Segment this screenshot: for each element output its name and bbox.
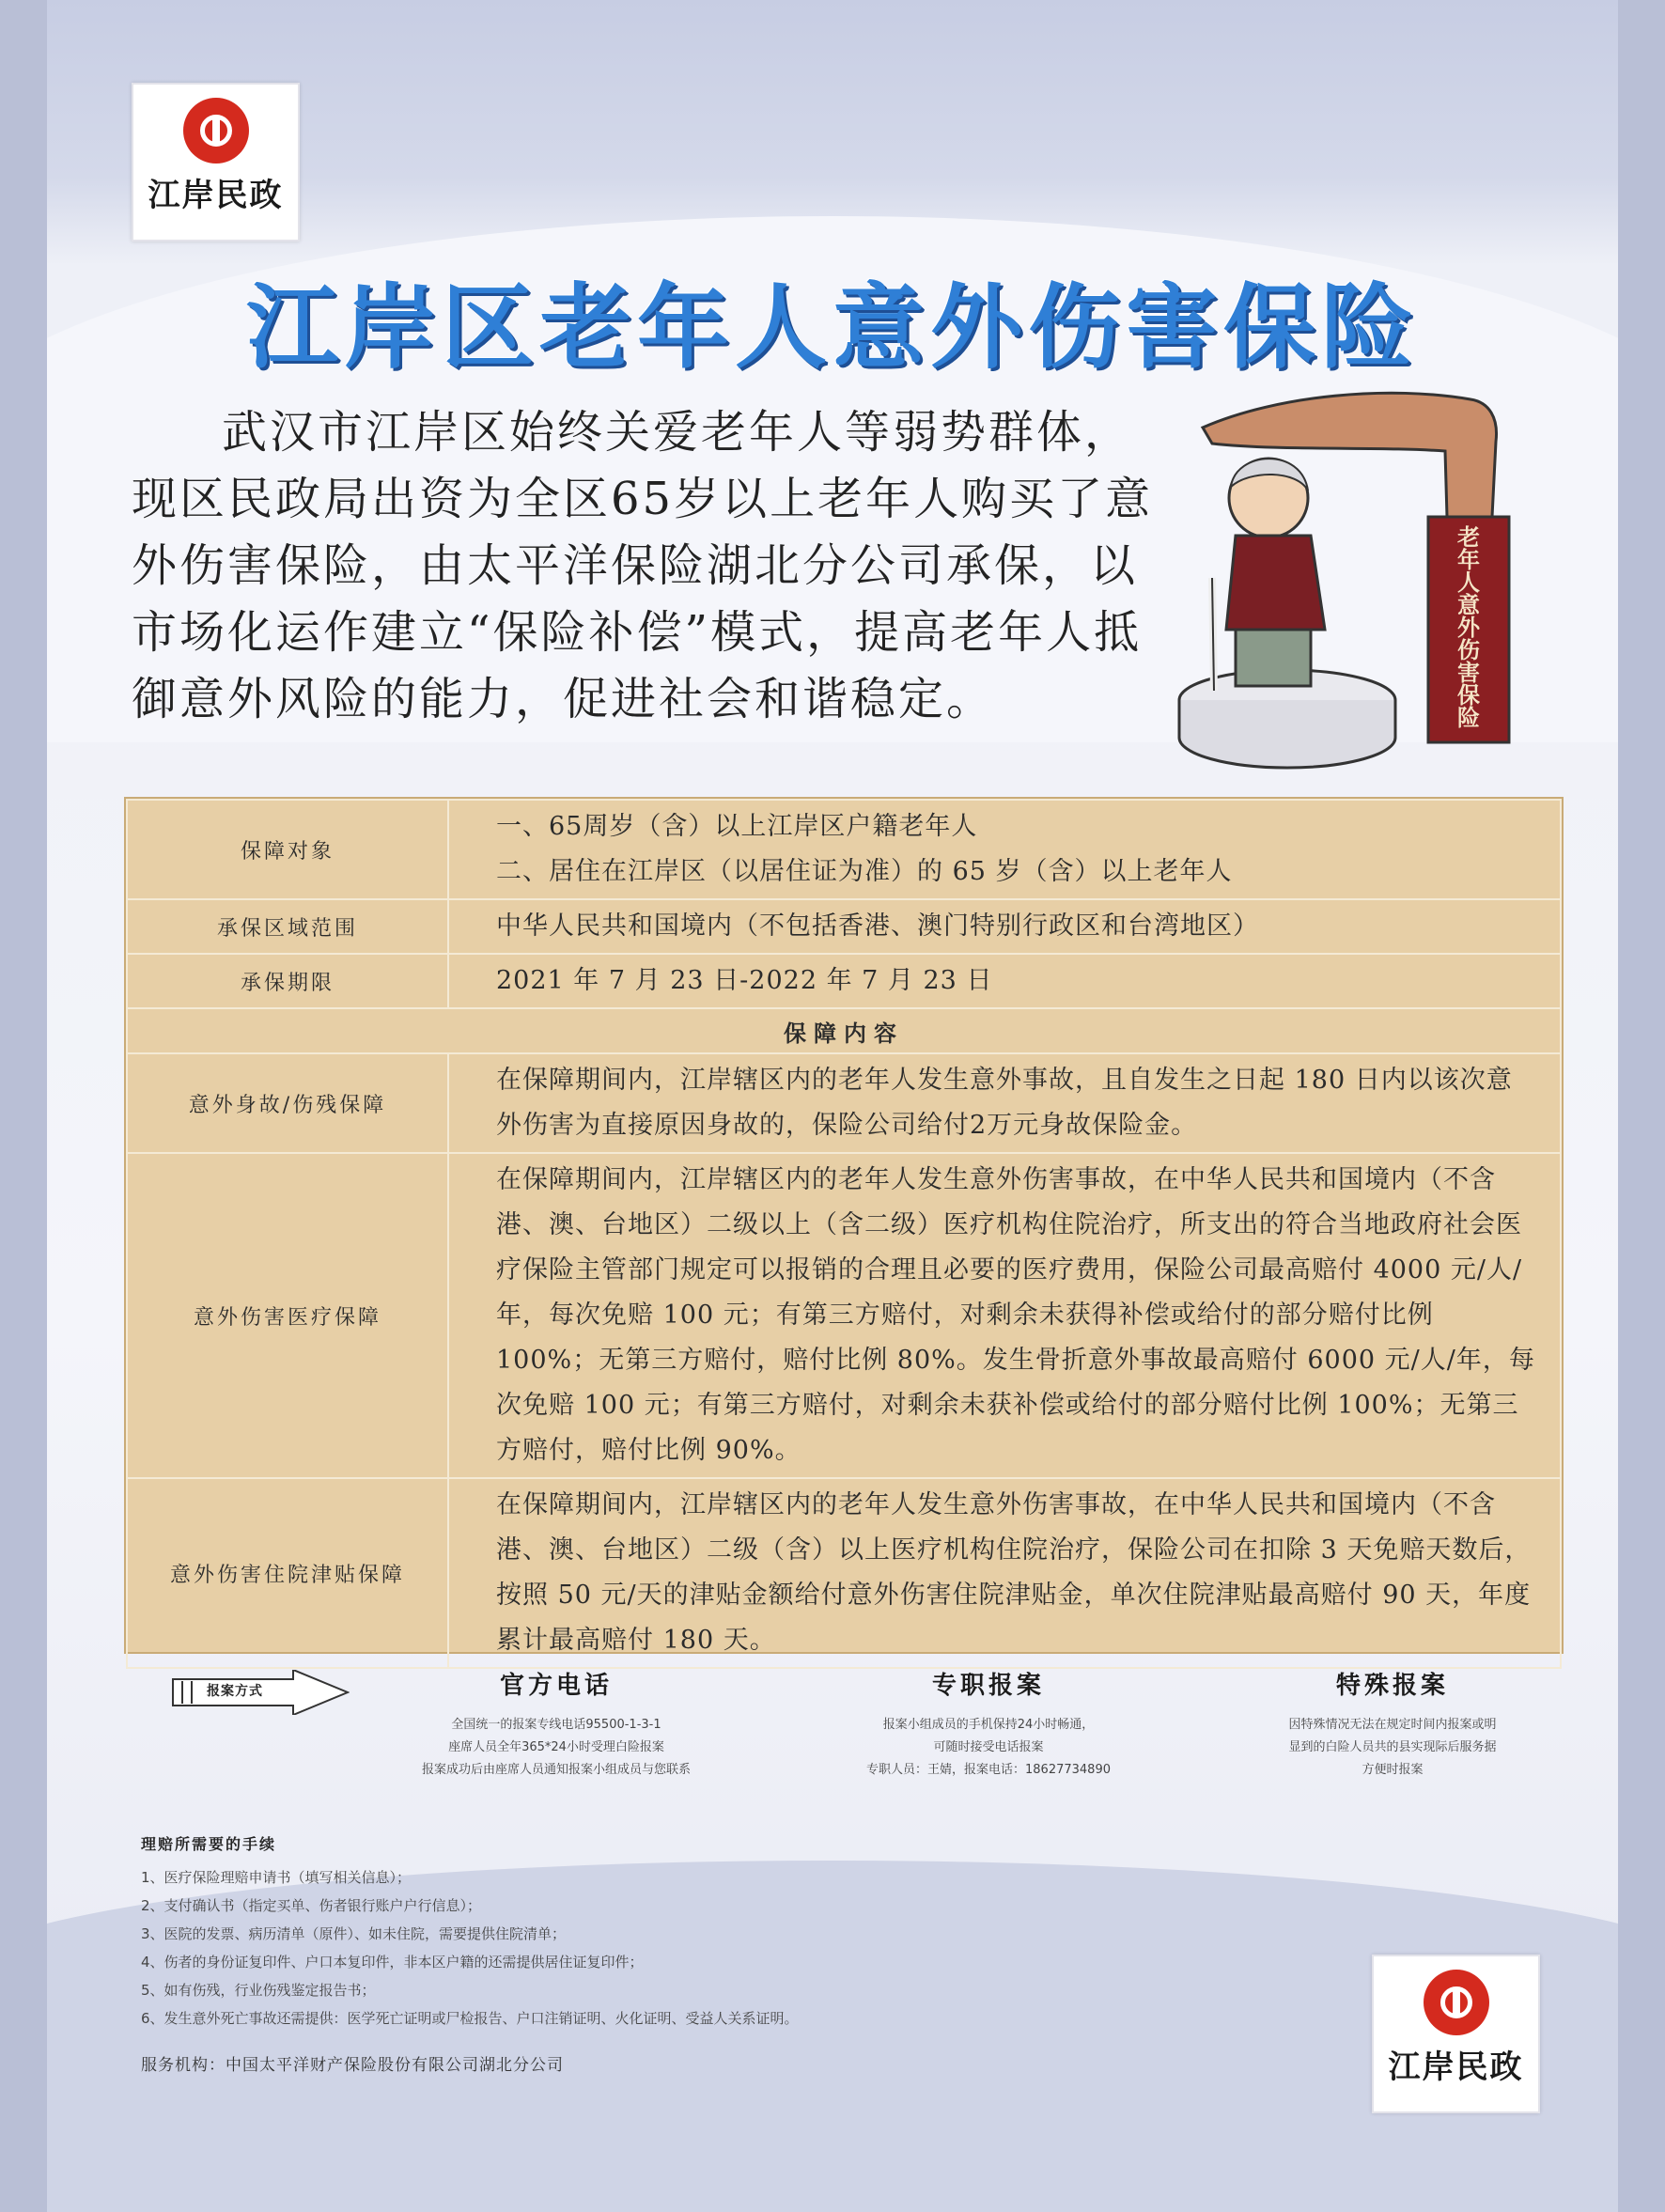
special-report-line: 因特殊情况无法在规定时间内报案或明 [1288, 1718, 1497, 1732]
civil-affairs-logo-top [132, 83, 300, 241]
table-row [127, 899, 1561, 954]
row-value [448, 899, 1561, 954]
coverage-label: 意外伤害医疗保障 [127, 1153, 448, 1478]
coverage-row [127, 1478, 1561, 1668]
coverage-table [124, 797, 1564, 1654]
pillar-vertical-text [1457, 524, 1481, 731]
coverage-row [127, 1053, 1561, 1153]
intro-paragraph: 武汉市江岸区始终关爱老年人等弱势群体，现区民政局出资为全区65岁以上老年人购买了意外伤害保险，由太平洋保险湖北分公司承保，以市场化运作建立“保险补偿”模式，提高老年人抵御意外风险的能力，促进社会和谐稳定。 [132, 406, 1154, 725]
dedicated-report-block [801, 1666, 1176, 1782]
dedicated-report-title: 专职报案 [931, 1672, 1045, 1700]
special-report-line: 显到的白险人员共的县实现际后服务据 [1288, 1740, 1497, 1754]
section-header-row [127, 1008, 1561, 1053]
row-value [448, 954, 1561, 1008]
coverage-label: 意外伤害住院津贴保障 [127, 1478, 448, 1668]
official-phone-line: 全国统一的报案专线电话95500-1-3-1 [451, 1718, 661, 1732]
claims-item: 4、伤者的身份证复印件、户口本复印件，非本区户籍的还需提供居住证复印件； [141, 1954, 644, 1971]
table-row [127, 954, 1561, 1008]
claims-item: 6、发生意外死亡事故还需提供：医学死亡证明或尸检报告、户口注销证明、火化证明、受益人关系证明。 [141, 2010, 799, 2027]
official-phone-block [350, 1666, 763, 1782]
coverage-text: 在保障期间内，江岸辖区内的老年人发生意外事故，且自发生之日起 180 日内以该次意外伤害为直接原因身故的，保险公司给付2万元身故保险金。 [448, 1053, 1561, 1153]
claims-list [141, 1863, 1268, 2033]
poster [47, 0, 1618, 2212]
official-phone-line: 报案成功后由座席人员通知报案小组成员与您联系 [421, 1763, 691, 1777]
dedicated-report-line: 专职人员：王婧，报案电话：18627734890 [866, 1763, 1111, 1777]
claims-heading: 理赔所需要的手续 [141, 1835, 277, 1853]
row-value-line: 二、居住在江岸区（以居住证为准）的 65 岁（含）以上老年人 [496, 857, 1233, 886]
special-report-title: 特殊报案 [1335, 1672, 1449, 1700]
dedicated-report-line: 可随时接受电话报案 [933, 1740, 1044, 1754]
logo-text: 江岸民政 [1388, 2048, 1524, 2086]
report-method-label: 报案方式 [207, 1684, 263, 1699]
official-phone-line: 座席人员全年365*24小时受理白险报案 [448, 1740, 664, 1754]
elderly-protection-illustration [1146, 376, 1579, 780]
service-provider: 服务机构：中国太平洋财产保险股份有限公司湖北分公司 [141, 2056, 564, 2075]
special-report-line: 方便时报案 [1362, 1763, 1424, 1777]
row-value [448, 800, 1561, 899]
seal-icon [183, 98, 249, 164]
row-label: 承保区域范围 [127, 899, 448, 954]
coverage-text: 在保障期间内，江岸辖区内的老年人发生意外伤害事故，在中华人民共和国境内（不含港、澳、台地区）二级以上（含二级）医疗机构住院治疗，所支出的符合当地政府社会医疗保险主管部门规定可以报销的合理且必要的医疗费用，保险公司最高赔付 4000 元/人/年，每次免赔 100 元；有第三方赔付，对剩余未获得补偿或给付的部分赔付比例 100%；无第三方赔付，赔付比例 80%。发生骨折意外事故最高赔付 6000 元/人/年，每次免赔 100 元；有第三方赔付，对剩余未获补偿或给付的部分赔付比例 100%；无第三方赔付，赔付比例 90%。 [448, 1153, 1561, 1478]
row-value-line: 中华人民共和国境内（不包括香港、澳门特别行政区和台湾地区） [496, 911, 1259, 941]
contact-section [124, 1659, 1590, 1828]
section-header: 保障内容 [127, 1008, 1561, 1053]
claims-item: 3、医院的发票、病历清单（原件）、如未住院，需要提供住院清单； [141, 1925, 567, 1942]
logo-text: 江岸民政 [148, 177, 284, 214]
seal-icon [1424, 1970, 1489, 2035]
row-value-line: 一、65周岁（含）以上江岸区户籍老年人 [496, 812, 978, 841]
claims-item: 2、支付确认书（指定买单、伤者银行账户户行信息）； [141, 1897, 482, 1914]
civil-affairs-logo-bottom [1372, 1955, 1540, 2113]
claims-procedures [141, 1832, 1268, 2033]
row-label: 承保期限 [127, 954, 448, 1008]
claims-item: 5、如有伤残，行业伤残鉴定报告书； [141, 1982, 376, 1999]
dedicated-report-line: 报案小组成员的手机保持24小时畅通， [882, 1718, 1095, 1732]
page-title: 江岸区老年人意外伤害保险 [245, 274, 1419, 382]
coverage-text: 在保障期间内，江岸辖区内的老年人发生意外伤害事故，在中华人民共和国境内（不含港、澳、台地区）二级（含）以上医疗机构住院治疗，保险公司在扣除 3 天免赔天数后，按照 50 元/天的津贴金额给付意外伤害住院津贴金，单次住院津贴最高赔付 90 天，年度累计最高赔付 180 天。 [448, 1478, 1561, 1668]
row-label: 保障对象 [127, 800, 448, 899]
claims-item: 1、医疗保险理赔申请书（填写相关信息）； [141, 1869, 412, 1886]
coverage-label: 意外身故/伤残保障 [127, 1053, 448, 1153]
special-report-block [1205, 1666, 1580, 1782]
table-row [127, 800, 1561, 899]
coverage-row [127, 1153, 1561, 1478]
row-value-line: 2021 年 7 月 23 日-2022 年 7 月 23 日 [496, 966, 993, 995]
svg-text:老年人意外伤害保险: 老年人意外伤害保险 [1457, 524, 1480, 731]
official-phone-title: 官方电话 [499, 1672, 613, 1700]
